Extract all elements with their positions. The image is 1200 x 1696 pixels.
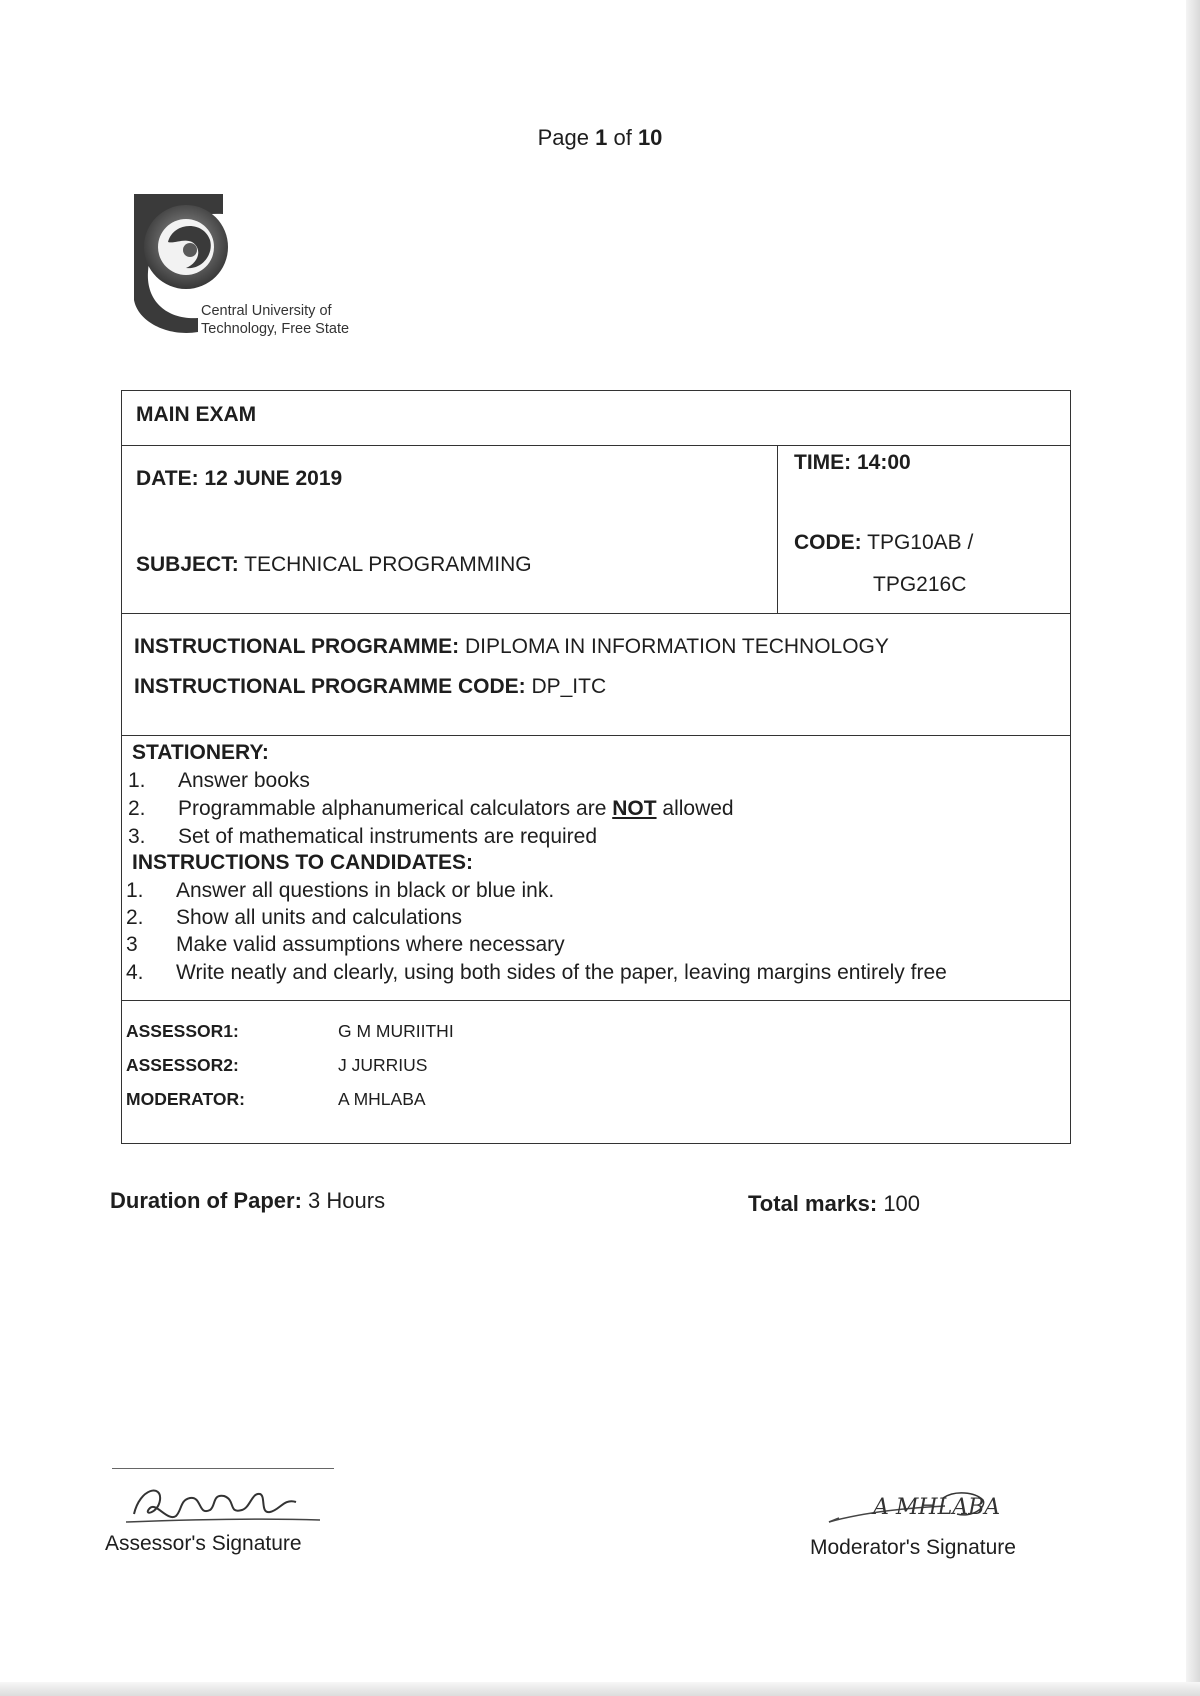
subject-value: TECHNICAL PROGRAMMING — [244, 553, 532, 576]
instruction-number: 4. — [126, 961, 144, 984]
divider — [122, 613, 1070, 614]
divider — [122, 1000, 1070, 1001]
instructional-programme — [134, 635, 889, 659]
instructional-programme-code — [134, 675, 606, 699]
assessor2-name: J JURRIUS — [338, 1055, 428, 1075]
moderator-name: A MHLABA — [338, 1089, 426, 1109]
moderator-signature-caption: Moderator's Signature — [810, 1536, 1016, 1559]
assessor-signature-line — [112, 1468, 334, 1469]
time-label: TIME: — [794, 451, 852, 474]
page-number — [0, 125, 1200, 151]
marks-value: 100 — [883, 1191, 921, 1216]
programme-code-label: INSTRUCTIONAL PROGRAMME CODE: — [134, 675, 526, 698]
instruction-item: Show all units and calculations — [176, 906, 463, 929]
assessor1-name: G M MURIITHI — [338, 1021, 454, 1041]
subject-label: SUBJECT: — [136, 553, 239, 576]
programme-code-value: DP_ITC — [531, 675, 607, 698]
instruction-item: Write neatly and clearly, using both sides of the paper, leaving margins entirely free — [176, 961, 947, 984]
page-of: of — [613, 125, 632, 150]
programme-value: DIPLOMA IN INFORMATION TECHNOLOGY — [464, 635, 889, 658]
assessor2-label: ASSESSOR2: — [126, 1055, 239, 1075]
duration-of-paper — [110, 1188, 385, 1214]
stationery-heading: STATIONERY: — [132, 741, 269, 764]
exam-type: MAIN EXAM — [136, 403, 257, 426]
exam-time — [794, 451, 911, 475]
date-value: 12 JUNE 2019 — [204, 467, 343, 490]
scan-edge-right — [1186, 0, 1200, 1696]
code-label: CODE: — [794, 531, 862, 554]
duration-label: Duration of Paper: — [110, 1188, 302, 1213]
university-name-line2: Technology, Free State — [201, 321, 350, 337]
page-total: 10 — [637, 125, 663, 150]
assessor-signature-caption: Assessor's Signature — [105, 1532, 302, 1555]
stationery-item-number: 2. — [128, 797, 146, 820]
assessor-signature — [120, 1470, 340, 1532]
moderator-signature-text: A MHLABA — [873, 1495, 1001, 1520]
stationery-item-number: 3. — [128, 825, 146, 848]
instructions-heading: INSTRUCTIONS TO CANDIDATES: — [132, 851, 474, 874]
divider — [122, 445, 1070, 446]
moderator-label: MODERATOR: — [126, 1089, 245, 1109]
page-current: 1 — [595, 125, 608, 150]
stationery-item: Answer books — [178, 769, 310, 792]
programme-label: INSTRUCTIONAL PROGRAMME: — [134, 635, 460, 658]
total-marks — [748, 1191, 920, 1217]
instruction-item: Answer all questions in black or blue ink. — [176, 879, 555, 902]
stationery-item — [178, 797, 734, 821]
university-name-line1: Central University of — [201, 303, 332, 319]
university-name — [201, 302, 349, 338]
column-divider — [777, 445, 778, 613]
instruction-number: 3 — [126, 933, 138, 956]
exam-subject — [136, 553, 532, 577]
exam-details-box — [121, 390, 1071, 1144]
instruction-number: 2. — [126, 906, 144, 929]
moderator-signature-scribble — [825, 1478, 1025, 1536]
instruction-number: 1. — [126, 879, 144, 902]
duration-value: 3 Hours — [308, 1188, 386, 1213]
code-value-2: TPG216C — [873, 573, 967, 596]
exam-date — [136, 467, 342, 491]
instruction-item: Make valid assumptions where necessary — [176, 933, 565, 956]
stationery-item-emphasis: NOT — [612, 797, 657, 820]
assessor-signature-scribble — [120, 1470, 340, 1532]
moderator-signature — [825, 1478, 1025, 1536]
exam-code — [794, 531, 973, 555]
time-value: 14:00 — [857, 451, 911, 474]
stationery-item-text: Programmable alphanumerical calculators are — [178, 797, 607, 820]
marks-label: Total marks: — [748, 1191, 878, 1216]
page-prefix: Page — [537, 125, 589, 150]
assessor1-label: ASSESSOR1: — [126, 1021, 239, 1041]
stationery-item-number: 1. — [128, 769, 146, 792]
university-logo — [128, 192, 388, 342]
stationery-item: Set of mathematical instruments are required — [178, 825, 598, 848]
scan-edge-bottom — [0, 1682, 1200, 1696]
stationery-item-text: allowed — [662, 797, 734, 820]
date-label: DATE: — [136, 467, 199, 490]
code-value-1: TPG10AB / — [867, 531, 974, 554]
divider — [122, 735, 1070, 736]
